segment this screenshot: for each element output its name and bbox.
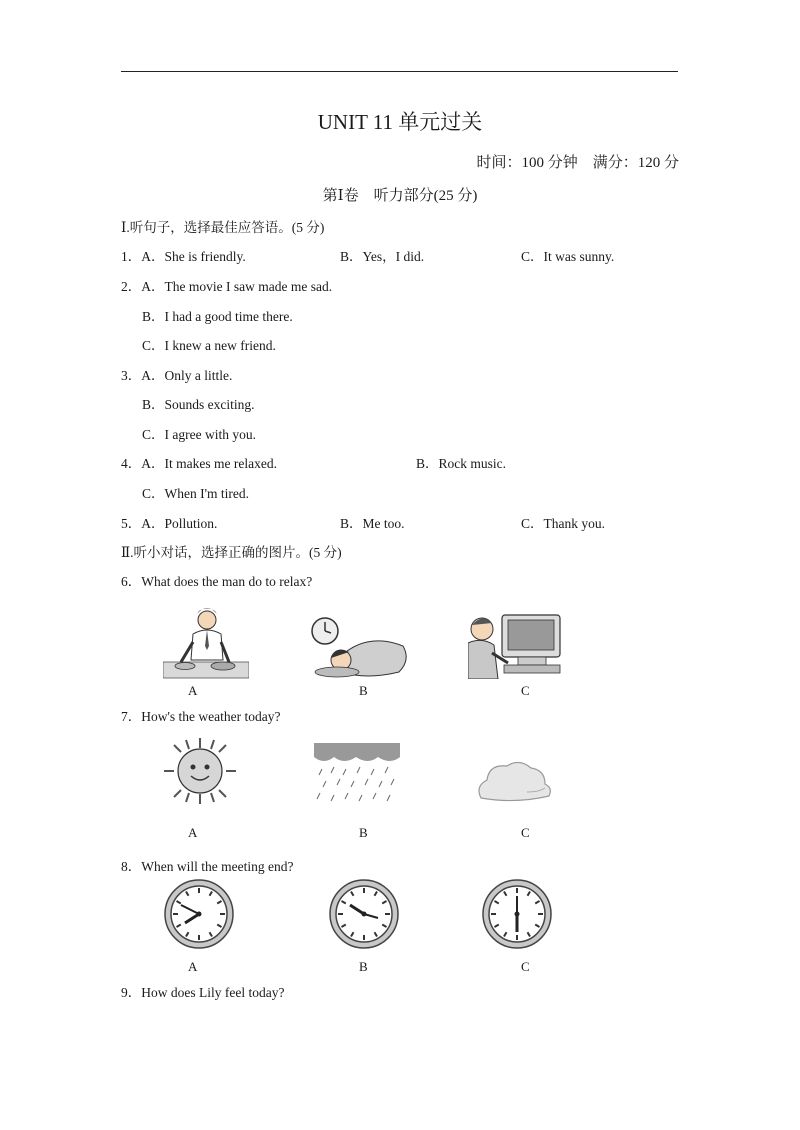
q1-option-a: 1．A．She is friendly. — [121, 249, 246, 264]
q3-option-b: B．Sounds exciting. — [142, 397, 255, 412]
q8-caption-c: C — [521, 959, 530, 974]
q4-option-b: B．Rock music. — [416, 456, 506, 471]
q8-caption-a: A — [188, 959, 198, 974]
q8-question: 8．When will the meeting end? — [121, 859, 294, 874]
page-title: UNIT 11 单元过关 — [317, 110, 483, 134]
q2-option-a: 2．A．The movie I saw made me sad. — [121, 279, 333, 294]
eating-man-image — [163, 602, 249, 680]
clock-a-image — [163, 878, 235, 950]
clock-b-image — [328, 878, 400, 950]
section-title: 第Ⅰ卷 听力部分(25 分) — [322, 188, 478, 204]
top-rule — [121, 71, 678, 72]
q6-caption-b: B — [359, 683, 368, 698]
q3-option-c: C．I agree with you. — [142, 427, 256, 442]
q4-option-c: C．When I'm tired. — [142, 486, 250, 501]
q5-option-a: 5．A．Pollution. — [121, 516, 218, 531]
part2-heading: Ⅱ.听小对话，选择正确的图片。(5 分) — [121, 545, 342, 560]
sleeping-person-image — [307, 616, 411, 680]
q6-caption-c: C — [521, 683, 530, 698]
q7-question: 7．How's the weather today? — [121, 709, 281, 724]
q1-option-b: B．Yes，I did. — [340, 249, 425, 264]
q5-option-b: B．Me too. — [340, 516, 405, 531]
part1-heading: Ⅰ.听句子，选择最佳应答语。(5 分) — [121, 220, 325, 235]
q5-option-c: C．Thank you. — [521, 516, 605, 531]
q6-caption-a: A — [188, 683, 198, 698]
q7-caption-c: C — [521, 825, 530, 840]
q9-question: 9．How does Lily feel today? — [121, 985, 285, 1000]
q3-option-a: 3．A．Only a little. — [121, 368, 233, 383]
sunny-weather-image — [160, 736, 240, 806]
q4-option-a: 4．A．It makes me relaxed. — [121, 456, 277, 471]
q2-option-b: B．I had a good time there. — [142, 309, 293, 324]
q6-question: 6．What does the man do to relax? — [121, 574, 313, 589]
q7-caption-a: A — [188, 825, 198, 840]
rainy-weather-image — [314, 743, 400, 805]
clock-c-image — [481, 878, 553, 950]
computer-user-image — [468, 613, 568, 679]
exam-meta: 时间：100 分钟 满分：120 分 — [476, 155, 679, 171]
q1-option-c: C．It was sunny. — [521, 249, 615, 264]
q8-caption-b: B — [359, 959, 368, 974]
q7-caption-b: B — [359, 825, 368, 840]
cloudy-weather-image — [475, 758, 553, 804]
q2-option-c: C．I knew a new friend. — [142, 338, 276, 353]
